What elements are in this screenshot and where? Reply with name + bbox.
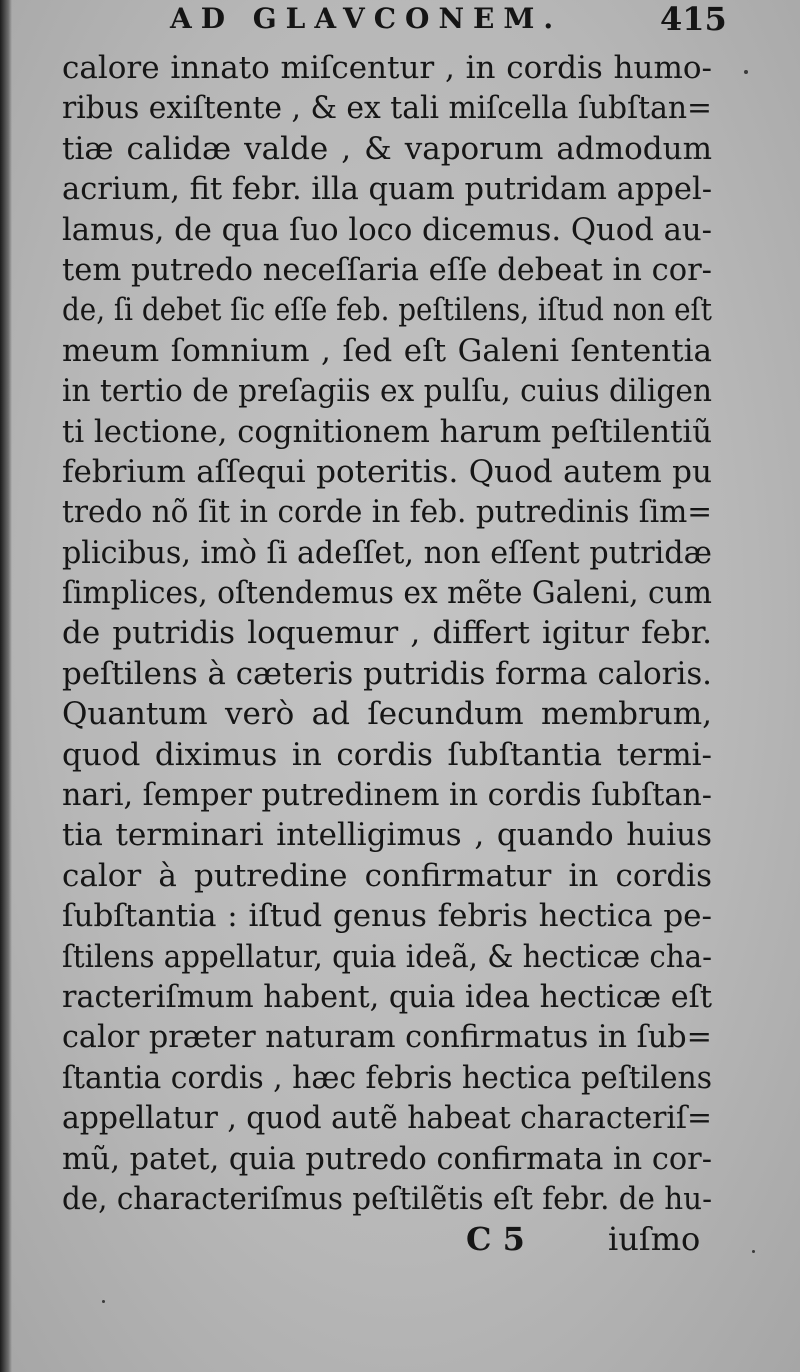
- page-gutter-shadow: [0, 0, 12, 1372]
- text-line: calor præter naturam confirmatus in ſub=: [62, 1019, 713, 1056]
- text-line: appellatur , quod autẽ habeat characteriſ=: [62, 1100, 712, 1137]
- body-text: [62, 48, 712, 1219]
- text-line: ribus exiſtente , & ex tali miſcella ſubſtan=: [62, 90, 712, 127]
- text-line: de putridis loquemur , differt igitur febr.: [62, 615, 712, 652]
- text-line: peſtilens à cæteris putridis forma caloris.: [62, 655, 713, 692]
- text-line: calor à putredine confirmatur in cordis: [62, 857, 712, 894]
- text-line: tia terminari intelligimus , quando huius: [62, 817, 712, 854]
- signature-mark: C 5: [466, 1220, 525, 1258]
- text-line: Quantum verò ad ſecundum membrum,: [62, 696, 712, 733]
- catchword: iuſmo: [608, 1220, 701, 1258]
- text-line: meum ſomnium , ſed eſt Galeni ſententia: [62, 332, 712, 369]
- text-line: de, characteriſmus peſtilẽtis eſt febr. de hu-: [62, 1180, 713, 1217]
- footer-catchline: [460, 1220, 720, 1260]
- text-line: acrium, fit febr. illa quam putridam appel-: [62, 171, 713, 208]
- text-line: tem putredo neceſſaria eſſe debeat in cor-: [62, 251, 712, 288]
- text-line: ſtilens appellatur, quia ideã, & hecticæ cha-: [62, 938, 712, 975]
- text-line: ſtantia cordis , hæc febris hectica peſtilens: [62, 1059, 713, 1096]
- running-head: AD GLAVCONEM.: [170, 2, 563, 35]
- text-line: ſimplices, oſtendemus ex mẽte Galeni, cum: [62, 575, 712, 612]
- ink-speck: [744, 70, 748, 74]
- text-line: calore innato miſcentur , in cordis humo-: [62, 50, 712, 86]
- text-line: tredo nõ ſit in corde in feb. putredinis ſim=: [62, 494, 713, 531]
- ink-speck: [752, 1250, 755, 1253]
- ink-speck: [102, 1300, 105, 1303]
- text-line: plicibus, imò ſi adeſſet, non eſſent putridæ: [62, 534, 712, 571]
- text-line: ti lectione, cognitionem harum peſtilentiũ: [62, 413, 713, 450]
- text-line: tiæ calidæ valde , & vaporum admodum: [62, 130, 712, 167]
- page-number: 415: [660, 0, 727, 38]
- text-line: mũ, patet, quia putredo confirmata in cor-: [62, 1140, 712, 1177]
- text-line: febrium aſſequi poteritis. Quod autem pu: [62, 453, 712, 490]
- text-line: in tertio de preſagiis ex pulſu, cuius diligen: [62, 373, 712, 410]
- text-line: lamus, de qua ſuo loco dicemus. Quod au-: [62, 211, 712, 248]
- text-line: de, ſi debet ſic eſſe feb. peſtilens, iſtud non eſt: [62, 292, 712, 329]
- text-line: nari, ſemper putredinem in cordis ſubſtan-: [62, 777, 712, 814]
- text-line: ſubſtantia : iſtud genus febris hectica pe-: [62, 898, 712, 935]
- text-line: quod diximus in cordis ſubſtantia termi-: [62, 736, 712, 773]
- text-line: racteriſmum habent, quia idea hecticæ eſt: [62, 978, 712, 1015]
